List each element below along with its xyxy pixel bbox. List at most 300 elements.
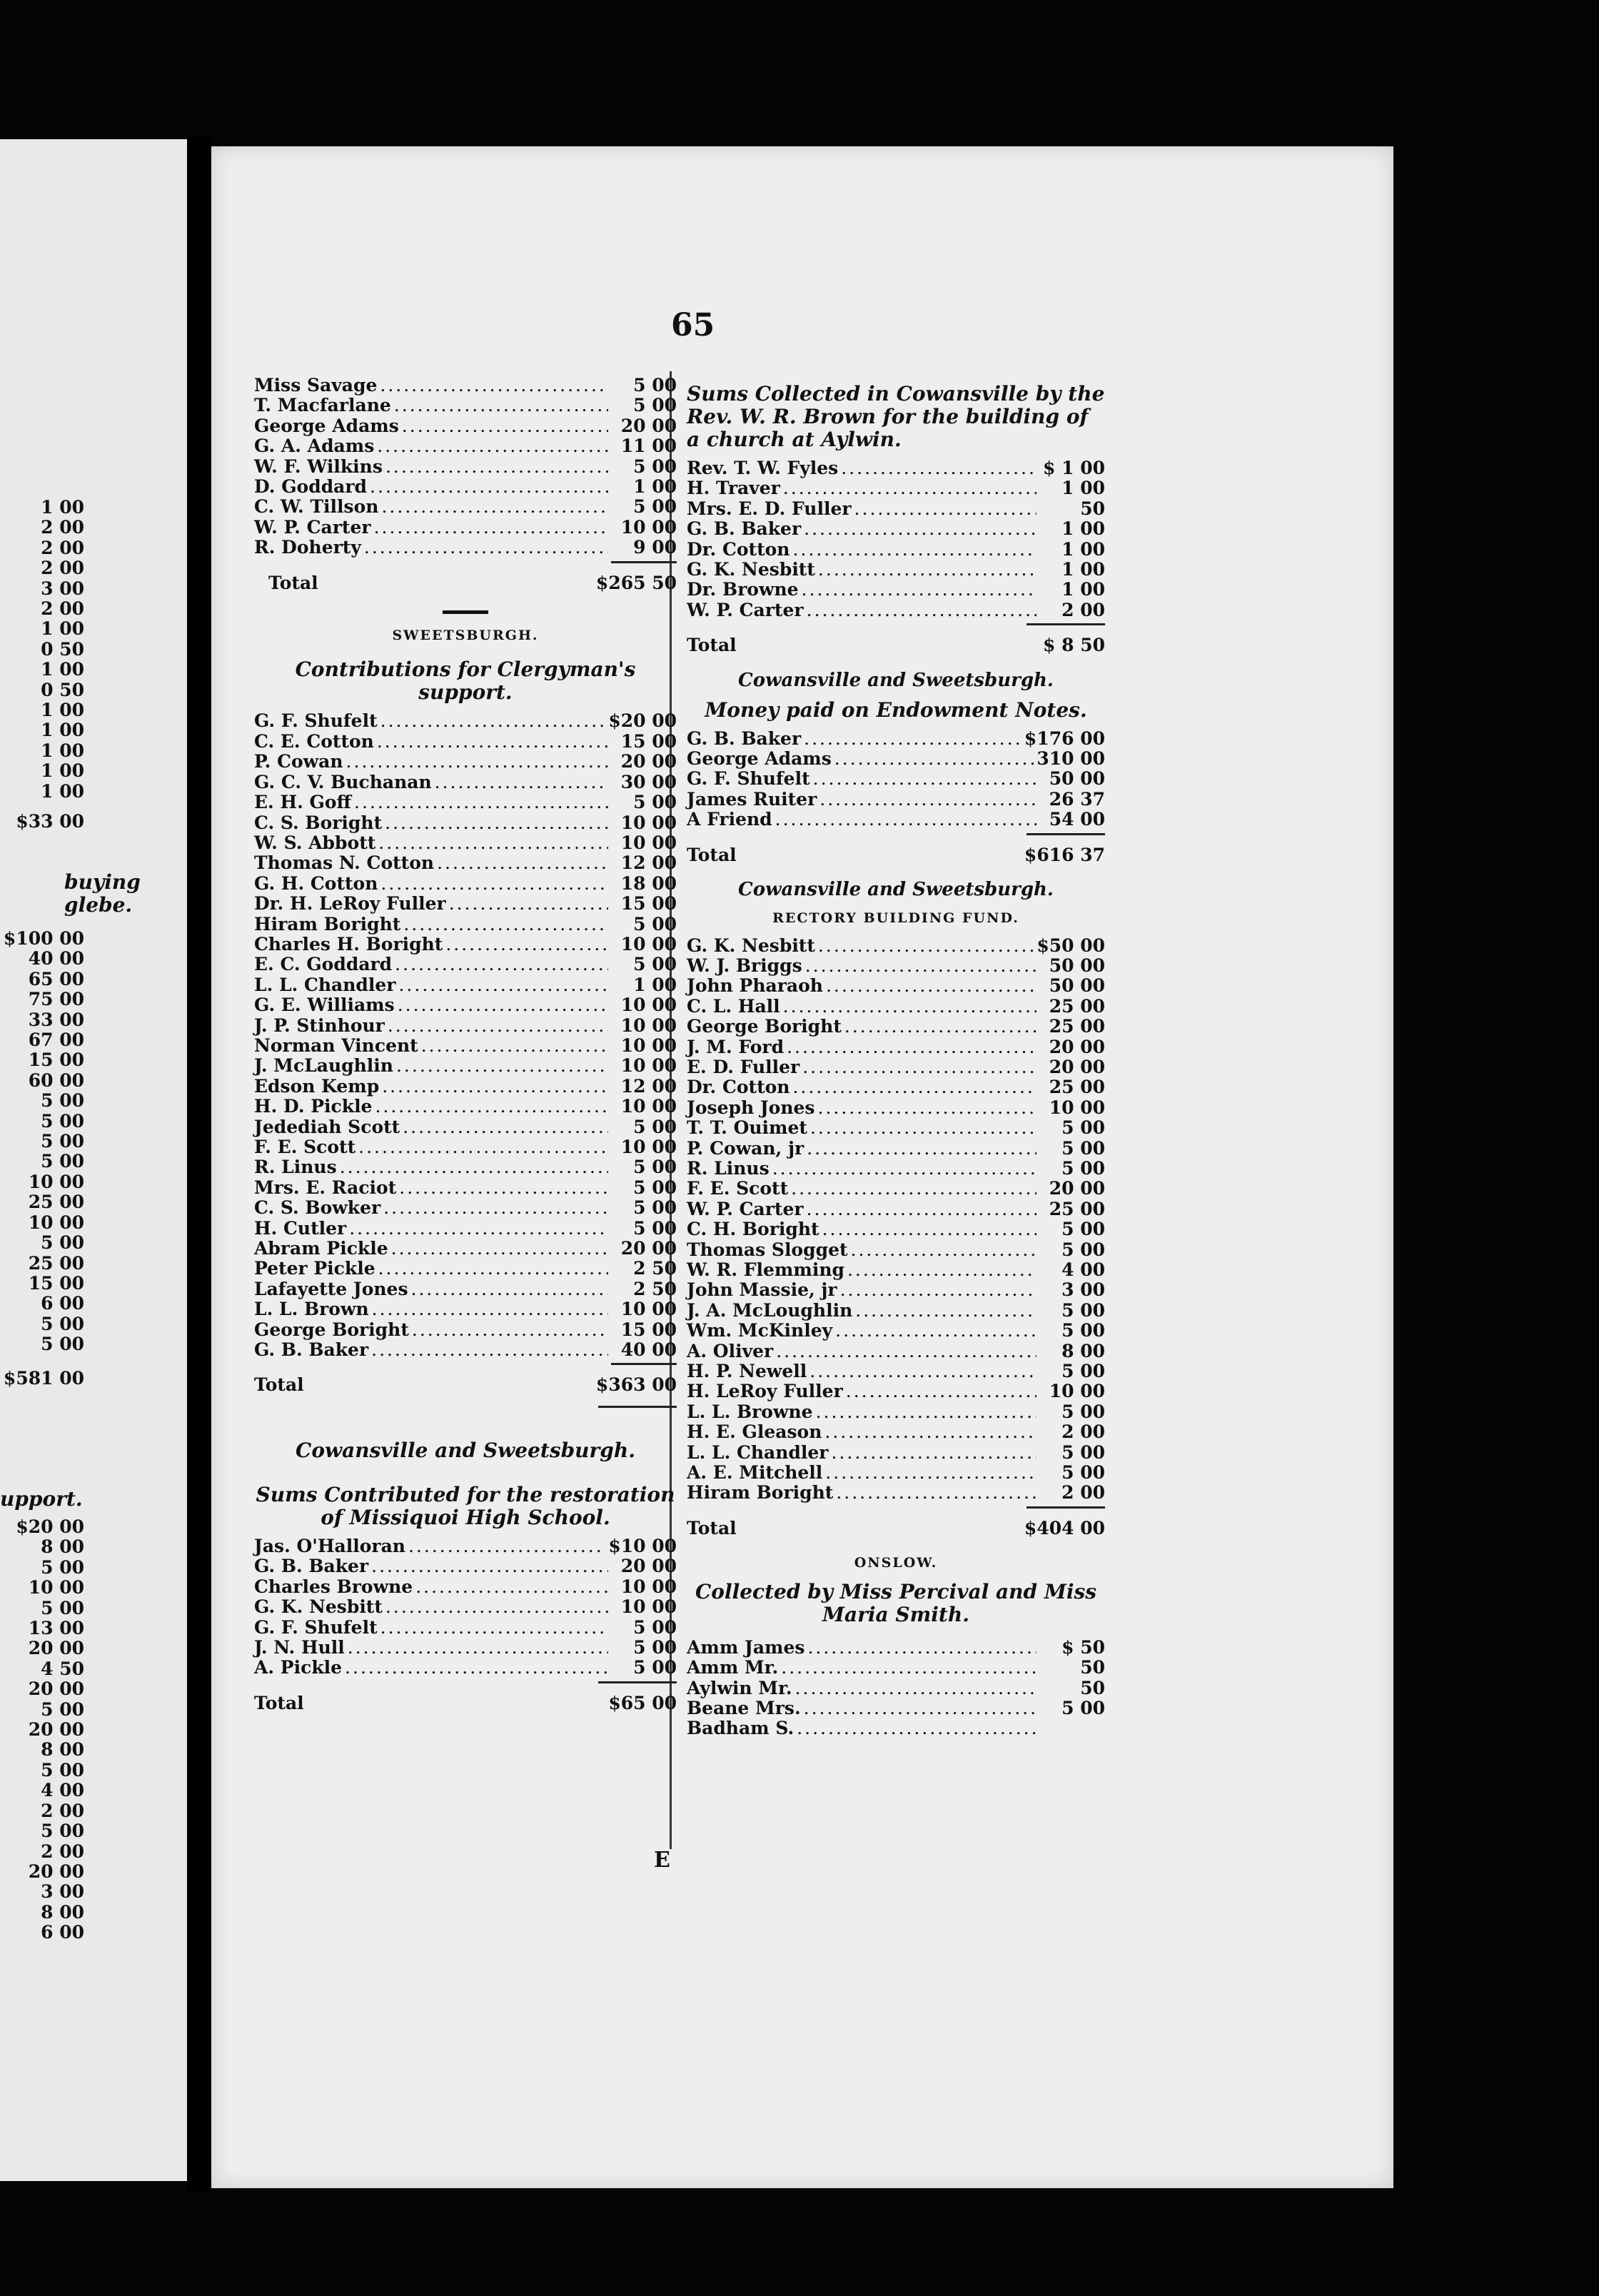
list-item — [687, 1077, 1105, 1097]
leader-dots — [854, 499, 1036, 519]
leader-dots — [834, 749, 1034, 769]
list-item — [254, 1259, 677, 1279]
list-item — [687, 519, 1105, 539]
donor-name: Mrs. E. D. Fuller — [687, 498, 852, 519]
donor-name: C. L. Hall — [687, 995, 780, 1017]
list-item — [687, 1057, 1105, 1077]
donation-amount: 25 00 — [1049, 1016, 1105, 1037]
donation-amount: 5 00 — [633, 1157, 677, 1178]
donor-name: G. F. Shufelt — [254, 1616, 378, 1638]
donation-amount: 5 00 — [1061, 1239, 1105, 1260]
leader-dots — [841, 458, 1036, 478]
list-item — [687, 1443, 1105, 1463]
list-item — [254, 1340, 677, 1360]
leader-dots — [847, 1260, 1036, 1280]
donation-amount: 20 00 — [620, 415, 677, 436]
section-title: Contributions for Clergyman's support. — [295, 658, 636, 705]
leader-dots — [855, 1301, 1036, 1321]
donor-name: G. F. Shufelt — [687, 768, 810, 790]
leader-dots — [772, 1159, 1036, 1179]
list-item — [254, 1536, 677, 1556]
donor-name: Joseph Jones — [687, 1097, 815, 1118]
total-rule — [611, 1363, 677, 1365]
list-item — [254, 416, 677, 436]
donation-amount: 10 00 — [620, 1014, 677, 1036]
donation-amount: 10 00 — [1049, 1381, 1105, 1402]
left-value: 1 00 — [41, 740, 84, 761]
donor-name: G. H. Cotton — [254, 872, 378, 894]
donor-name: W. S. Abbott — [254, 832, 376, 853]
donor-name: R. Doherty — [254, 537, 361, 558]
list-item — [687, 769, 1105, 789]
left-value: 0 50 — [41, 638, 84, 660]
donation-amount: 50 — [1080, 498, 1105, 519]
list-item — [687, 1483, 1105, 1503]
leader-dots — [377, 732, 608, 752]
section-heading: ONSLOW. — [854, 1555, 938, 1571]
donation-amount: 10 00 — [620, 1596, 677, 1618]
left-values-a — [0, 498, 84, 802]
list-onslow — [687, 1638, 1105, 1739]
list-item — [254, 915, 677, 935]
left-heading-a2: glebe. — [64, 893, 133, 917]
donor-name: H. Cutler — [254, 1217, 347, 1239]
donation-amount: $10 00 — [608, 1535, 677, 1556]
leader-dots — [396, 1056, 608, 1076]
left-heading-a1: buying — [64, 870, 141, 894]
leader-dots — [385, 1597, 608, 1617]
left-values-c — [0, 1517, 84, 1943]
section-dash — [443, 610, 488, 614]
total-row: Total $65 00 — [254, 1692, 677, 1713]
donor-name: G. K. Nesbitt — [687, 935, 815, 956]
leader-dots — [374, 518, 608, 538]
leader-dots — [383, 1198, 608, 1218]
donation-amount: 10 00 — [620, 933, 677, 955]
donation-amount: 2 00 — [1061, 1482, 1105, 1504]
left-value: 5 00 — [41, 1821, 84, 1842]
donor-name: L. L. Chandler — [687, 1441, 829, 1463]
donor-name: R. Linus — [254, 1157, 337, 1178]
donor-name: George Adams — [254, 415, 399, 436]
leader-dots — [380, 1618, 608, 1638]
list-item — [687, 1361, 1105, 1381]
left-value: 33 00 — [28, 1009, 84, 1030]
list-item — [254, 1056, 677, 1076]
section-heading: SWEETSBURGH. — [392, 628, 539, 644]
list-item — [687, 1463, 1105, 1483]
list-item — [254, 853, 677, 873]
donor-name: Dr. Cotton — [687, 538, 790, 560]
list-item — [687, 1199, 1105, 1219]
list-item — [687, 499, 1105, 519]
donor-name: Beane Mrs. — [687, 1697, 801, 1718]
leader-dots — [358, 1137, 608, 1157]
list-item — [687, 560, 1105, 580]
left-value: 6 00 — [41, 1922, 84, 1943]
leader-dots — [412, 1320, 608, 1340]
signature-mark: E — [654, 1848, 670, 1873]
donation-amount: 54 00 — [1049, 809, 1105, 830]
leader-dots — [804, 1698, 1036, 1718]
left-value: 5 00 — [41, 1597, 84, 1618]
leader-dots — [435, 772, 608, 792]
donation-amount: 50 00 — [1049, 975, 1105, 997]
donation-amount: 1 00 — [1061, 478, 1105, 499]
donation-amount: 5 00 — [633, 792, 677, 813]
leader-dots — [792, 540, 1036, 560]
leader-dots — [348, 1638, 608, 1658]
leader-dots — [797, 1718, 1036, 1738]
left-value: 20 00 — [28, 1638, 84, 1659]
left-values-b — [0, 929, 84, 1355]
donation-amount: 20 00 — [620, 1556, 677, 1577]
list-item — [687, 810, 1105, 830]
donation-amount: 5 00 — [633, 1197, 677, 1219]
left-total-b: $581 00 — [3, 1368, 84, 1389]
leader-dots — [831, 1443, 1036, 1463]
donation-amount: 20 00 — [1049, 1056, 1105, 1077]
donation-amount: 10 00 — [620, 1096, 677, 1117]
donation-amount: 1 00 — [1061, 579, 1105, 600]
donation-amount: 5 00 — [1061, 1299, 1105, 1321]
donation-amount: 40 00 — [620, 1339, 677, 1361]
donation-amount: $ 50 — [1061, 1636, 1105, 1658]
leader-dots — [807, 1638, 1036, 1658]
list-item — [254, 1638, 677, 1658]
leader-dots — [437, 853, 608, 873]
donor-name: C. S. Bowker — [254, 1197, 381, 1219]
donor-name: A. Pickle — [254, 1657, 343, 1678]
donation-amount: 12 00 — [620, 1075, 677, 1097]
total-row: Total $616 37 — [687, 844, 1105, 865]
leader-dots — [805, 956, 1036, 976]
leader-dots — [340, 1157, 608, 1177]
donation-amount: 5 00 — [633, 913, 677, 935]
leader-dots — [421, 1036, 608, 1056]
donor-name: Jedediah Scott — [254, 1116, 400, 1137]
left-value: 67 00 — [28, 1029, 84, 1051]
donor-name: Thomas Slogget — [687, 1239, 848, 1260]
donor-name: D. Goddard — [254, 476, 368, 498]
left-value: 10 00 — [28, 1171, 84, 1192]
leader-dots — [398, 995, 608, 1015]
list-item — [254, 1036, 677, 1056]
list-item — [687, 729, 1105, 749]
left-value: 25 00 — [28, 1252, 84, 1274]
leader-dots — [371, 1556, 608, 1576]
list-item — [254, 1077, 677, 1097]
leader-dots — [378, 833, 608, 853]
donation-amount: 15 00 — [620, 893, 677, 915]
leader-dots — [381, 497, 608, 517]
section-title: Money paid on Endowment Notes. — [705, 698, 1087, 722]
donation-amount: 50 — [1080, 1677, 1105, 1698]
left-value: 3 00 — [41, 578, 84, 599]
left-value: 1 00 — [41, 497, 84, 518]
donation-amount: 26 37 — [1049, 788, 1105, 810]
leader-dots — [349, 1219, 608, 1239]
leader-dots — [449, 894, 608, 914]
donation-amount: 2 50 — [633, 1278, 677, 1299]
donor-name: Rev. T. W. Fyles — [687, 458, 839, 478]
leader-dots — [844, 1017, 1036, 1037]
left-value: 10 00 — [28, 1577, 84, 1598]
donation-amount: 20 00 — [1049, 1178, 1105, 1199]
leader-dots — [792, 1077, 1036, 1097]
donation-amount: 15 00 — [620, 1319, 677, 1340]
left-page-fragment — [0, 139, 187, 2181]
donor-name: H. E. Gleason — [687, 1421, 822, 1443]
donation-amount: 8 00 — [1061, 1340, 1105, 1361]
list-item — [254, 935, 677, 955]
left-value: 5 00 — [41, 1110, 84, 1132]
list-item — [687, 1321, 1105, 1341]
donation-amount: 50 — [1080, 1657, 1105, 1678]
donation-amount: 3 00 — [1061, 1279, 1105, 1301]
left-value: 1 00 — [41, 780, 84, 802]
section-heading: Cowansville and Sweetsburgh. — [738, 879, 1054, 901]
left-value: 5 00 — [41, 1334, 84, 1355]
leader-dots — [809, 1361, 1036, 1381]
donation-amount: 5 00 — [633, 455, 677, 477]
list-item — [254, 1117, 677, 1137]
donor-name: G. E. Williams — [254, 995, 395, 1016]
donation-amount: 1 00 — [1061, 538, 1105, 560]
leader-dots — [810, 1118, 1036, 1138]
leader-dots — [382, 1077, 608, 1097]
donor-name: W. P. Carter — [687, 1198, 804, 1219]
leader-dots — [807, 1139, 1036, 1159]
donor-name: J. N. Hull — [254, 1636, 345, 1658]
leader-dots — [791, 1179, 1036, 1199]
list-item — [254, 874, 677, 894]
donor-name: C. S. Boright — [254, 812, 383, 833]
list-item — [254, 436, 677, 456]
donation-amount: 10 00 — [620, 1576, 677, 1597]
donor-name: Amm Mr. — [687, 1657, 779, 1678]
left-value: 1 00 — [41, 659, 84, 680]
donation-amount: $50 00 — [1036, 935, 1105, 956]
donation-amount: 30 00 — [620, 771, 677, 792]
section-heading: Cowansville and Sweetsburgh. — [296, 1438, 635, 1462]
leader-dots — [825, 1463, 1036, 1483]
list-item — [254, 477, 677, 497]
leader-dots — [377, 436, 608, 456]
left-value: 75 00 — [28, 989, 84, 1010]
donor-name: Hiram Boright — [687, 1482, 834, 1504]
list-item — [687, 580, 1105, 600]
donor-name: Thomas N. Cotton — [254, 852, 435, 874]
donation-amount: 20 00 — [620, 751, 677, 772]
donation-amount: 5 00 — [633, 1217, 677, 1239]
leader-dots — [403, 1117, 608, 1137]
leader-dots — [411, 1279, 608, 1299]
leader-dots — [403, 915, 608, 935]
list-item — [687, 749, 1105, 769]
left-value: 20 00 — [28, 1678, 84, 1700]
left-value: 0 50 — [41, 679, 84, 700]
donation-amount: 15 00 — [620, 730, 677, 752]
left-value: 8 00 — [41, 1901, 84, 1923]
donor-name: E. D. Fuller — [687, 1056, 800, 1077]
left-value: 5 00 — [41, 1090, 84, 1112]
donor-name: Wm. McKinley — [687, 1320, 833, 1341]
list-donors-1 — [254, 376, 677, 558]
leader-dots — [370, 477, 608, 497]
donor-name: J. P. Stinhour — [254, 1014, 385, 1036]
donor-name: A Friend — [687, 809, 772, 830]
left-value: 6 00 — [41, 1293, 84, 1314]
donor-name: W. J. Briggs — [687, 955, 802, 976]
section-title: Collected by Miss Percival and Miss Maria Smith. — [695, 1579, 1096, 1626]
left-value: $100 00 — [3, 928, 84, 949]
donation-amount: 10 00 — [620, 812, 677, 833]
donor-name: G. K. Nesbitt — [687, 559, 815, 580]
left-value: $20 00 — [16, 1516, 84, 1537]
list-item — [687, 1260, 1105, 1280]
donor-name: C. H. Boright — [687, 1219, 819, 1240]
list-item — [254, 1556, 677, 1576]
donation-amount: 1 00 — [1061, 559, 1105, 580]
donation-amount: 10 00 — [620, 1034, 677, 1056]
list-item — [254, 1597, 677, 1617]
donation-amount: 25 00 — [1049, 1077, 1105, 1098]
donation-amount: 1 00 — [633, 974, 677, 995]
donation-amount: 5 00 — [633, 1616, 677, 1638]
total-rule — [598, 1681, 677, 1683]
leader-dots — [408, 1536, 605, 1556]
donor-name: W. P. Carter — [687, 599, 804, 620]
list-item — [687, 790, 1105, 810]
leader-dots — [415, 1577, 608, 1597]
list-item — [687, 1718, 1105, 1738]
donation-amount: 10 00 — [620, 1299, 677, 1320]
list-item — [687, 1118, 1105, 1138]
list-item — [254, 538, 677, 558]
list-item — [687, 1280, 1105, 1300]
donation-amount: 5 00 — [633, 496, 677, 518]
donor-name: P. Cowan — [254, 751, 343, 772]
donor-name: George Adams — [687, 748, 832, 770]
donor-name: F. E. Scott — [254, 1137, 356, 1157]
leader-dots — [380, 711, 606, 731]
left-heading-b: upport. — [0, 1487, 83, 1511]
donation-amount: $ 1 00 — [1043, 458, 1105, 478]
list-item — [687, 1381, 1105, 1401]
leader-dots — [385, 813, 608, 833]
list-item — [254, 1219, 677, 1239]
leader-dots — [391, 1239, 608, 1259]
list-item — [254, 1618, 677, 1638]
list-item — [254, 813, 677, 833]
list-item — [687, 997, 1105, 1017]
left-value: 20 00 — [28, 1719, 84, 1741]
donor-name: Dr. H. LeRoy Fuller — [254, 893, 446, 915]
leader-dots — [364, 538, 608, 558]
donation-amount: 18 00 — [620, 872, 677, 894]
left-value: 1 00 — [41, 720, 84, 741]
section-title: Sums Collected in Cowansville by the Rev. W. R. Brown for the building of a church at Aylwin. — [687, 382, 1105, 451]
leader-dots — [783, 997, 1036, 1017]
leader-dots — [804, 519, 1036, 539]
leader-dots — [378, 1259, 608, 1279]
section-heading: Cowansville and Sweetsburgh. — [738, 669, 1054, 691]
list-item — [687, 956, 1105, 976]
donor-name: G. F. Shufelt — [254, 710, 378, 732]
donor-name: T. Macfarlane — [254, 395, 391, 416]
donor-name: A. E. Mitchell — [687, 1462, 823, 1484]
list-item — [254, 975, 677, 995]
list-item — [254, 1178, 677, 1198]
list-item — [687, 936, 1105, 956]
donor-name: Lafayette Jones — [254, 1278, 408, 1299]
donation-amount: 5 00 — [633, 954, 677, 975]
donor-name: R. Linus — [687, 1157, 770, 1179]
donation-amount: 10 00 — [620, 832, 677, 853]
left-value: 10 00 — [28, 1212, 84, 1233]
leader-dots — [372, 1299, 608, 1319]
donor-name: P. Cowan, jr — [687, 1137, 804, 1159]
donation-amount: 20 00 — [620, 1238, 677, 1259]
list-item — [254, 457, 677, 477]
donor-name: Aylwin Mr. — [687, 1677, 792, 1698]
donor-name: Mrs. E. Raciot — [254, 1177, 397, 1198]
left-value: 25 00 — [28, 1192, 84, 1213]
list-item — [687, 1698, 1105, 1718]
leader-dots — [380, 874, 608, 894]
leader-dots — [783, 478, 1036, 498]
left-value: 2 00 — [41, 537, 84, 558]
donor-name: G. B. Baker — [687, 727, 802, 749]
left-value: 4 00 — [41, 1780, 84, 1801]
leader-dots — [819, 790, 1036, 810]
list-item — [687, 458, 1105, 478]
left-value: 2 00 — [41, 558, 84, 579]
list-item — [254, 376, 677, 396]
donor-name: James Ruiter — [687, 788, 817, 810]
left-value: 5 00 — [41, 1232, 84, 1254]
donor-name: G. B. Baker — [254, 1556, 369, 1577]
leader-dots — [787, 1037, 1036, 1057]
list-item — [254, 752, 677, 772]
donation-amount: 5 00 — [1061, 1117, 1105, 1139]
list-item — [254, 894, 677, 914]
list-item — [687, 976, 1105, 996]
leader-dots — [388, 1016, 608, 1036]
donor-name: G. B. Baker — [254, 1339, 369, 1361]
leader-dots — [402, 416, 608, 436]
donation-amount: 4 00 — [1061, 1259, 1105, 1280]
donation-amount: 5 00 — [633, 1116, 677, 1137]
list-item — [254, 1658, 677, 1678]
donation-amount: 5 00 — [1061, 1157, 1105, 1179]
left-value: 5 00 — [41, 1151, 84, 1172]
left-value: 20 00 — [28, 1861, 84, 1882]
donor-name: Hiram Boright — [254, 913, 401, 935]
donation-amount: 2 50 — [633, 1258, 677, 1279]
left-value: 2 00 — [41, 598, 84, 620]
list-item — [687, 1179, 1105, 1199]
donation-amount: 5 00 — [1061, 1219, 1105, 1240]
donation-amount: 5 00 — [1061, 1361, 1105, 1382]
donation-amount: 5 00 — [633, 395, 677, 416]
leader-dots — [781, 1658, 1036, 1678]
donor-name: W. R. Flemming — [687, 1259, 844, 1280]
donor-name: H. P. Newell — [687, 1361, 807, 1382]
leader-dots — [354, 792, 608, 812]
list-item — [254, 518, 677, 538]
